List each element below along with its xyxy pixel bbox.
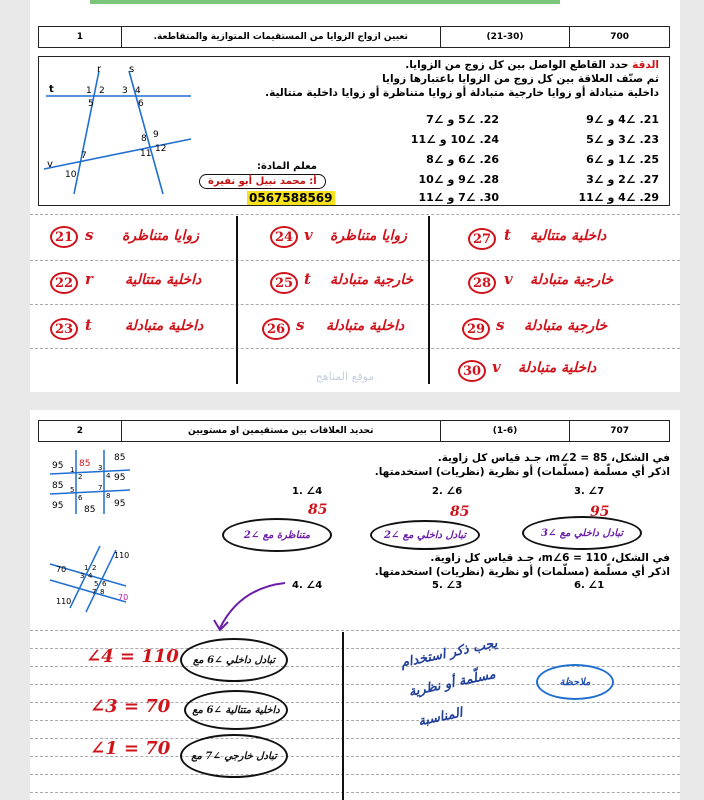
answer-28-number: 28 [468,272,496,294]
lesson-code: 700 [569,27,669,47]
fig1-n8: 8 [106,492,111,500]
column-divider-2 [428,216,430,384]
label-s: s [129,64,135,75]
angle-7: 7 [81,151,87,161]
answer-27-text: داخلية متتالية [530,228,607,244]
fig1-label-g: 95 [114,499,126,509]
lesson-title: تعيين ازواج الزوايا من المستقيمات المتوازية والمتقاطعة. [121,27,440,47]
instruction-text-1: حدد القاطع الواصل بين كل زوج من الزوايا. [405,59,633,71]
angle-11: 11 [140,149,152,159]
page2-header [38,420,670,442]
angle-6: 6 [138,99,144,109]
teacher-phone: 0567588569 [249,191,333,205]
answer-column-divider [342,632,344,800]
answer-30-text: داخلية متبادلة [518,360,597,376]
lesson-code-2: 707 [569,421,669,441]
side-note-line-2: مسلّمة أو نظرية [407,666,497,701]
answer-27-number: 27 [468,228,496,250]
angle-12: 12 [155,144,167,154]
instruction-line-2: ثم صنّف العلاقة بين كل زوج من الزوايا باعتبارها زوايا [382,73,659,85]
fig1-n4: 4 [106,472,111,480]
parallel-lines-figure-2 [30,542,140,614]
teacher-name: أ: محمد نبيل أبو نفيرة [199,174,326,189]
angle-1: 1 [86,86,92,96]
p2-answer-4-note: تبادل داخلي ∠6 مع [180,638,288,682]
answer-26-number: 26 [262,318,290,340]
fig2-n2: 2 [92,564,97,572]
answer-24-text: زوايا متناظرة [330,228,407,244]
angle-4: 4 [135,86,141,96]
p2-answer-5-note: داخلية متتالية ∠6 مع [184,690,288,730]
part2-line-2: اذكر أي مسلّمة (مسلّمات) أو نظرية (نظريات) استخدمتها. [374,566,670,578]
p2-question-2: 2. ∠6 [432,486,463,497]
answer-24-letter: v [304,226,313,244]
instruction-line-1 [405,59,659,71]
answer-23-number: 23 [50,318,78,340]
answer-29-letter: s [496,316,505,334]
p2-answer-6-note: تبادل خارجي ∠7 مع [180,734,288,778]
parallel-lines-figure-1 [30,448,140,516]
question-30: 30. ∠7 و ∠11 [418,191,499,204]
label-v: v [47,159,53,170]
angle-2: 2 [99,86,105,96]
fig2-n3: 3 [80,572,85,580]
column-divider-1 [236,216,238,384]
p2-answer-5: ∠3 = 70 [90,696,171,717]
question-23: 23. ∠3 و ∠5 [586,133,659,146]
fig1-n5: 5 [70,486,75,494]
question-27: 27. ∠2 و ∠3 [586,173,659,186]
pointer-arrow [180,578,290,638]
worksheet-page-1 [30,0,680,392]
fig1-n2: 2 [78,473,83,481]
instruction-lead: الدقة [632,59,659,71]
fig2-label-a: 110 [56,597,72,606]
angle-8: 8 [141,134,147,144]
fig2-n8: 8 [100,588,105,596]
p2-value-1: 85 [308,502,328,518]
fig2-label-b: 70 [56,565,67,574]
question-box [38,56,670,206]
angle-9: 9 [153,130,159,140]
angle-5: 5 [88,99,94,109]
p2-value-2: 85 [450,504,470,520]
question-range: (21-30) [440,27,570,47]
fig1-label-h: 85 [84,505,96,515]
answer-21-letter: s [85,226,94,244]
fig2-label-d: 70 [118,593,129,602]
answer-22-letter: r [85,270,93,288]
label-t: t [49,84,54,95]
p2-question-5: 5. ∠3 [432,580,463,591]
p2-question-6: 6. ∠1 [574,580,605,591]
answer-24-number: 24 [270,226,298,248]
angle-3: 3 [122,86,128,96]
answer-22-text: داخلية متتالية [125,272,202,288]
transversal-figure [41,59,201,204]
label-r: r [97,64,102,75]
fig1-label-c: 85 [114,453,126,463]
question-range-2: (1-6) [440,421,570,441]
p2-answer-6: ∠1 = 70 [90,738,171,759]
fig1-label-e: 85 [52,481,64,491]
answer-25-text: خارجية متبادلة [330,272,414,288]
question-22: 22. ∠5 و ∠7 [426,113,499,126]
p2-oval-3: تبادل داخلي مع ∠3 [522,516,642,550]
fig1-n3: 3 [98,464,103,472]
answer-30-number: 30 [458,360,486,382]
fig2-n7: 7 [92,588,97,596]
fig1-n1: 1 [70,466,75,474]
fig1-label-a: 95 [52,461,64,471]
answer-26-text: داخلية متبادلة [326,318,405,334]
question-29: 29. ∠4 و ∠11 [578,191,659,204]
question-21: 21. ∠4 و ∠9 [586,113,659,126]
p2-oval-2: تبادل داخلي مع ∠2 [370,520,480,550]
top-accent-bar [90,0,560,4]
question-25: 25. ∠1 و ∠6 [586,153,659,166]
answer-21-number: 21 [50,226,78,248]
side-note-tag: ملاحظة [536,664,614,700]
site-watermark: موقع المناهج [315,370,375,383]
answer-29-number: 29 [462,318,490,340]
answer-30-letter: v [492,358,501,376]
question-26: 26. ∠6 و ∠8 [426,153,499,166]
answer-28-letter: v [504,270,513,288]
answer-21-text: زوايا متناظرة [122,228,199,244]
side-note-line-1: يجب ذكر استخدام [399,635,499,672]
p2-answer-4: ∠4 = 110 [86,646,179,667]
p2-question-1: 1. ∠4 [292,486,323,497]
answer-27-letter: t [504,226,511,244]
part1-line-1: في الشكل، 85 = m∠2، جـد قياس كل زاوية. [437,452,670,464]
fig2-label-c: 110 [114,551,130,560]
p2-question-4: 4. ∠4 [292,580,323,591]
fig2-n6: 6 [102,580,107,588]
answer-25-letter: t [304,270,311,288]
p2-question-3: 3. ∠7 [574,486,605,497]
answer-23-letter: t [85,316,92,334]
answer-22-number: 22 [50,272,78,294]
fig1-n6: 6 [78,494,83,502]
fig2-n5: 5 [94,580,99,588]
fig2-n1: 1 [84,564,89,572]
p2-oval-1: متناظرة مع ∠2 [222,518,332,552]
worksheet-page-2 [30,410,680,800]
answer-23-text: داخلية متبادلة [125,318,204,334]
question-24: 24. ∠10 و ∠11 [410,133,499,146]
page1-header [38,26,670,48]
p2-value-3: 95 [590,504,610,520]
answer-29-text: خارجية متبادلة [524,318,608,334]
answer-25-number: 25 [270,272,298,294]
answer-28-text: خارجية متبادلة [530,272,614,288]
page-number-2: 2 [76,426,83,436]
lesson-title-2: تحديد العلاقات بين مستقيمين او مستويين [121,421,440,441]
part1-line-2: اذكر أي مسلّمة (مسلّمات) أو نظرية (نظريات) استخدمتها. [374,466,670,478]
angle-10: 10 [65,170,77,180]
answer-26-letter: s [296,316,305,334]
question-28: 28. ∠9 و ∠10 [418,173,499,186]
fig1-label-f: 95 [52,501,64,511]
fig1-n7: 7 [98,484,103,492]
page-number: 1 [76,32,83,42]
side-note-line-3: المناسبة [416,705,464,730]
fig1-label-b: 85 [79,459,91,469]
part2-line-1: في الشكل، 110 = m∠6، جـد قياس كل زاوية. [430,552,670,564]
teacher-title: معلم المادة: [257,161,317,172]
fig1-label-d: 95 [114,473,126,483]
fig2-n4: 4 [88,572,93,580]
instruction-line-3: داخلية متبادلة أو زوايا خارجية متبادلة أو زوايا متناظرة أو زوايا داخلية متتالية. [265,87,659,99]
